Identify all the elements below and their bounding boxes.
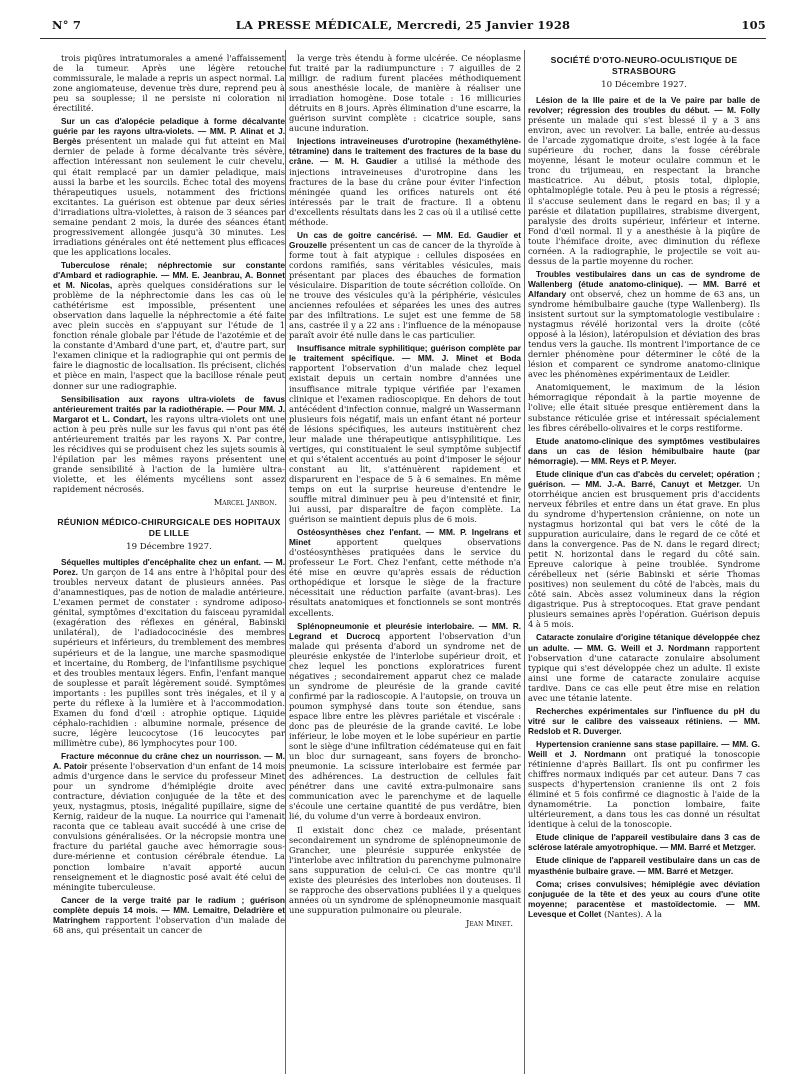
- article: [289, 527, 521, 617]
- article-heading: Recherches expérimentales sur l'influence du pH du vitré sur le calibre des vaisseaux rétiniens. — MM. Redslob et R. Duverger.: [528, 705, 760, 736]
- section-date: 19 Décembre 1927.: [126, 542, 212, 553]
- article: [53, 751, 285, 892]
- article-body: apportent l'observation d'un malade qui présenta d'abord un syndrome net de pleurésie enkystée de l'interlobe supérieur droit, et chez lequel les ponctions exploratrices furent négatives ; secondairement apparut chez ce malade un syndrome de pleurésie de la grande cavité confirmé par la radioscopie. A l'autopsie, on trouva un poumon symphysé dans toute son étendue, sans espace libre entre les plèvres pariétale et viscérale : donc pas de pleurésie de la grande cavité. Le lobe inférieur, le lobe moyen et le lobe supérieur en partie sont le siège d'une infiltration cédémateuse qui en fait un bloc dur surnageant, sans foyers de broncho-pneumonie. La scissure interlobaire est fermée par des adhérences. La destruction de cellules fait pénétrer dans une cavité extra-pulmonaire sans communication avec le parenchyme et de laquelle s'écoule une certaine quantité de pus verdâtre, bien lié, du volume d'un verre à bordeaux environ.: [289, 630, 521, 822]
- column-2: [289, 53, 521, 1073]
- column-1: [53, 53, 285, 1073]
- article-heading: Séquelles multiples d'encéphalite chez un enfant. — M. Porez.: [53, 557, 285, 578]
- article-heading: Un cas de goitre cancérisé. — MM. Ed. Gaudier et Grouzelle: [289, 229, 521, 250]
- article-heading: Injections intraveineuses d'urotropine (hexaméthylène-tétramine) dans le traitement des fractures de la base du crâne. — M. H. Gaudier: [289, 136, 521, 167]
- article-body: apportent quelques observations d'ostéosynthèses pratiquées dans le service du professeur Le Fort. Chez l'enfant, cette méthode n'a été mise en œuvre qu'après essais de réduction orthopédique et lorsque le siège de la fracture nécessitait une réduction parfaite (avant-bras). Les résultats anatomiques et fonctionnels se sont montrés excellents.: [289, 537, 521, 618]
- journal-title: LA PRESSE MÉDICALE, Mercredi, 25 Janvier 1928: [235, 18, 571, 32]
- article-body: rapportent l'observation d'un malade de 68 ans, qui présentait un cancer de: [53, 914, 285, 935]
- article: [528, 855, 760, 875]
- section-title: SOCIÉTÉ D'OTO-NEURO-OCULISTIQUE DE STRASBOURG: [550, 55, 738, 76]
- article-heading: Troubles vestibulaires dans un cas de syndrome de Wallenberg (étude anatomo-clinique). — MM. Barré et Alfandary: [528, 268, 760, 299]
- article-body: (Nantes). A la: [603, 908, 662, 919]
- page-number: 105: [741, 18, 766, 32]
- article-body: ont pratiqué la tonoscopie rétinienne d'après Baillart. Ils ont pu confirmer les chiffres normaux indiqués par cet auteur. Dans 7 cas suspects d'hypertension cranienne ils ont 2 fois éliminé et 5 fois confirmé ce diagnostic à l'aide de la dynamométrie. La ponction lombaire, faite ultérieurement, a dans tous les cas donné un résultat identique à celui de la tonoscopie.: [528, 749, 760, 830]
- article-heading: Etude clinique d'un cas d'abcès du cervelet; opération ; guérison. — MM. J.-A. Barré, Canuyt et Metzger.: [528, 468, 760, 489]
- article: [528, 269, 760, 380]
- paragraph: Il existait donc chez ce malade, présentant secondairement un syndrome de splénopneumonie de Grancher, une pleurésie suppurée enkystée de l'interlobe avec infiltration du parenchyme pulmonaire sans suppuration de celui-ci. Ce cas montre qu'il existe des pleurésies des interlobes non douteuses. Il se rapproche des observations publiées il y a quelques années où un syndrome de splénopneumonie masquait une suppuration pulmonaire ou pleurale.: [289, 824, 521, 915]
- article: [528, 739, 760, 829]
- article-heading: Cancer de la verge traité par le radium ; guérison complète depuis 14 mois. — MM. Lemaitre, Deladrière et Matringhem: [53, 894, 285, 925]
- article-heading: Fracture méconnue du crâne chez un nourrisson. — M. A. Patoir: [53, 751, 285, 772]
- article-body: après quelques considérations sur le problème de la néphrectomie dans les cas où le cathétérisme est impossible, présentent une observation dans laquelle la néphrectomie a été faite avec plein succès en s'appuyant sur l'étude de 1 fonction rénale globale par l'étude de l'azotémie et de la constante d'Ambard d'une part, et, d'autre part, sur l'examen clinique et la radiographie qui ont permis de faire le diagnostic de localisation. Ils précisent, clichés et pièce en main, l'aspect que la bacillose rénale peut donner sur une radiographie.: [53, 280, 285, 391]
- article: [289, 621, 521, 822]
- article: [53, 116, 285, 257]
- article: [528, 95, 760, 266]
- section-date: 10 Décembre 1927.: [601, 80, 687, 90]
- article: [528, 706, 760, 736]
- article: [53, 394, 285, 494]
- article: [289, 136, 521, 226]
- article-body: présente l'observation d'un enfant de 14 mois admis d'urgence dans le service du professeur Minet pour un syndrome d'hémiplégie droite avec contracture, déviation conjuguée de la tête et des yeux, nystagmus, ptosis, inégalité pupillaire, signe de Kernig, raideur de la nuque. La nourrice qui l'amenait raconta que ce tableau avait succédé à une crise de convulsions généralisées. Or la nécropsie montra une fracture du pariétal gauche avec hémorragie sous-dure-mérienne et contusion cérébrale étendue. La ponction lombaire n'avait apporté aucun renseignement et le diagnostic posé avait été celui de méningite tuberculeuse.: [53, 761, 285, 892]
- article-heading: Etude anatomo-clinique des symptômes vestibulaires dans un cas de lésion hémibulbaire haute (par hémorragie). — MM. Reys et P. Meyer.: [528, 435, 760, 466]
- article: [53, 557, 285, 748]
- section-title: RÉUNION MÉDICO-CHIRURGICALE DES HOPITAUX DE LILLE: [57, 517, 281, 539]
- article: [528, 832, 760, 852]
- article-body: Un garçon de 14 ans entre à l'hôpital pour des troubles nerveux datant de plusieurs années. Pas d'anamnestiques, pas de notion de maladie antérieure. L'examen permet de constater : syndrome adiposo-génital, symptômes d'excitation du faisceau pyramidal (exagération des réflexes en général, Babinski unilatéral), de l'adiadococinésie des membres supérieurs et inférieurs, du tremblement des membres supérieurs et de la langue, une marche spasmodique et incertaine, du Romberg, de l'infantilisme psychique et des troubles mentaux légers. Enfin, l'enfant manque de souplesse et paraît légèrement soudé. Symptômes importants : les pupilles sont très inégales, et il y a perte du réflexe à la lumière et à l'accommodation. Examen du fond d'œil : atrophie optique. Liquide céphalo-rachidien : albumine normale, présence de sucre, légère leucocytose (16 leucocytes par millimètre cube), 86 lymphocytes pour 100.: [53, 567, 285, 748]
- article-body: a utilisé la méthode des injections intraveineuses d'urotropine dans les fractures de la base du crâne pour éviter l'infection méningée quand les orifices naturels ont été intéressés par le trait de fracture. Il a obtenu d'excellents résultats dans les 2 cas où il a utilisé cette méthode.: [289, 156, 521, 227]
- article-heading: Coma; crises convulsives; hémiplégie avec déviation conjuguée de la tête et des yeux au cours d'une otite moyenne; paracentèse et mastoïdectomie. — MM. Levesque et Collet: [528, 878, 760, 919]
- article-heading: Splénopneumonie et pleurésie interlobaire. — MM. R. Legrand et Ducrocq: [289, 620, 521, 641]
- article-body: présentent un malade qui fut atteint en Mai dernier de pelade à forme décalvante très sévère, affection intéressant non seulement le cuir chevelu, qui était remplacé par un damier peladique, mais aussi la barbe et les sourcils. Échec total des moyens thérapeutiques usuels, notamment des frictions excitantes. La guérison est obtenue par deux séries d'irradiations ultra-violettes, à raison de 3 séances par semaine pendant 2 mois, la durée des séances étant progressivement allongée jusqu'à 30 minutes. Les irradiations générales ont été nettement plus efficaces que les applications locales.: [53, 136, 285, 257]
- article-heading: Tuberculose rénale; néphrectomie sur constante d'Ambard et radiographie. — MM. E. Jeanbrau, A. Bonnet et M. Nicolas,: [53, 259, 285, 291]
- article-heading: Ostéosynthèses chez l'enfant. — MM. P. Ingelrans et Minet: [289, 527, 521, 548]
- article-body: Un otorrhéique ancien est brusquement pris d'accidents nerveux fébriles et entre dans un état grave. En plus du syndrome d'hypertension crânienne, on note un nystagmus horizontal qui bat vers le côté de la suppuration auriculaire, dans le regard de ce côté et dans la convergence. Pas de N. dans le regard direct; petit N. horizontal dans le regard du côté sain. Epreuve calorique à peine troublée. Syndrome cérébelleux net (série Babinski et série Thomas positives) non seulement du côté de l'abcès, mais du côté sain. Abcès assez volumineux dans la région digastrique. Pus à streptocoques. Etat grave pendant plusieurs semaines après l'opération. Guérison depuis 4 à 5 mois.: [528, 478, 760, 630]
- article-heading: Hypertension cranienne sans stase papillaire. — MM. G. Weill et J. Nordmann: [528, 738, 760, 759]
- column-3: [528, 53, 760, 1073]
- article: [53, 895, 285, 935]
- article-body: ont observé, chez un homme de 63 ans, un syndrome hémibulbaire gauche (type Wallenberg). Ils insistent surtout sur la symptomatologie vestibulaire : nystagmus révélé horizontal vers la droite (côté opposé à la lésion), latéropulsion et déviation des bras tendus vers la gauche. Ils montrent l'importance de ce dernier phénomène pour déterminer le côté de la lésion et comparent ce syndrome anatomo-clinique avec les phénomènes expérimentaux de Leidler.: [528, 288, 760, 380]
- article: [528, 879, 760, 919]
- paragraph: Anatomiquement, le maximum de la lésion hémorragique répondait à la partie moyenne de l'olive; elle était située presque entièrement dans la substance réticulée grise et intéressait spécialement les fibres cérébello-olivaires et le corps restiforme.: [528, 382, 760, 433]
- column-divider: [524, 50, 525, 1074]
- issue-number: N° 7: [52, 18, 82, 32]
- article-heading: Insuffisance mitrale syphilitique; guérison complète par le traitement spécifique. — MM. J. Minet et Boda: [289, 343, 521, 364]
- article-heading: Etude clinique de l'appareil vestibulaire dans un cas de myasthénie bulbaire grave. — MM. Barré et Metzger.: [528, 855, 760, 876]
- article: [289, 343, 521, 524]
- page-header: [40, 12, 766, 34]
- article-heading: Etude clinique de l'appareil vestibulaire dans 3 cas de sclérose latérale amyotrophique. — MM. Barré et Metzger.: [528, 832, 760, 853]
- signature: Jean Minet.: [465, 917, 513, 928]
- article-body: rapportent l'observation d'un malade chez lequel existait depuis un certain nombre d'années une insuffisance mitrale typique vérifiée par l'examen clinique et l'examen radioscopique. En dehors de tout antécédent d'infection connue, malgré un Wassermann plusieurs fois négatif, mais un enfant étant né porteur de lésions spécifiques, les auteurs instituèrent chez leur malade une thérapeutique antisyphilitique. Les vertiges, qui constituaient le seul symptôme subjectif et qui s'étaient accentués au point d'imposer le séjour constant au lit, s'atténuèrent rapidement et disparurent en l'espace de 5 à 6 semaines. En même temps on eut la surprise heureuse d'entendre le souffle mitral diminuer peu à peu d'intensité et finir, lui aussi, par disparaître de façon complète. La guérison se maintient depuis plus de 6 mois.: [289, 363, 521, 525]
- article: [528, 469, 760, 630]
- article: [528, 436, 760, 466]
- column-divider: [285, 50, 286, 1074]
- article: [528, 632, 760, 702]
- header-rule: [40, 38, 766, 39]
- article: [53, 260, 285, 391]
- article-body: rapportent l'observation d'une cataracte zonulaire absolument typique qui s'est développée chez un adulte. Il existe ainsi une forme de cataracte zonulaire acquise tardive. Dans ce cas elle peut être mise en relation avec une tétanie latente.: [528, 642, 760, 703]
- article-body: présentent un cas de cancer de la thyroïde à forme tout à fait atypique : cellules disposées en cordons ramifiés, sans véritables vésicules, mais présentant par places des ébauches de formation vésiculaire. Disparition de toute sécrétion colloïde. On ne trouve des vésicules qu'à la périphérie, vésicules anciennes refoulées et séparées les unes des autres par des infiltrations. Le sujet est une femme de 58 ans, castrée il y a 22 ans : l'influence de la ménopause paraît avoir été nulle dans le cas particulier.: [289, 239, 521, 341]
- article: [289, 230, 521, 341]
- paragraph: trois piqûres intratumorales a amené l'affaissement de la tumeur. Après une légère retouche commissurale, le malade a repris un aspect normal. La zone angiomateuse, devenue très dure, reprend peu à peu sa souplesse; il ne persiste ni coloration ni érectilité.: [53, 53, 285, 114]
- article-body: les rayons ultra-violets ont une action à peu près nulle sur les favus qui n'ont pas été antérieurement traités par les rayons X. Par contre, les récidives qui se produisent chez les sujets soumis à l'épilation par les mêmes rayons présentent une grande sensibilité à l'action de la lumière ultra-violette, et les éléments mycéliens sont assez rapidement nécrosés.: [53, 413, 285, 494]
- article-heading: Lésion de la IIIe paire et de la Ve paire par balle de revolver; régression des troubles du début. — M. Folly: [528, 95, 760, 116]
- article-heading: Sur un cas d'alopécie peladique à forme décalvante guérie par les rayons ultra-violets. — MM. P. Alinat et J. Bergès: [53, 116, 285, 147]
- article-heading: Sensibilisation aux rayons ultra-violets de favus antérieurement traités par la radiothérapie. — Pour MM. J. Margarot et L. Condart,: [53, 393, 285, 424]
- article-heading: Cataracte zonulaire d'origine tétanique développée chez un adulte. — MM. G. Weill et J. Nordmann: [528, 632, 760, 653]
- paragraph: la verge très étendu à forme ulcérée. Ce néoplasme fut traité par la radiumpuncture : 7 aiguilles de 2 milligr. de radium furent placées méthodiquement sous anesthésie locale, de manière à réaliser une irradiation homogène. Dose totale : 16 millicuries détruits en 8 jours. Après élimination d'une escarre, la guérison survint complète : cicatrice souple, sans aucune induration.: [289, 53, 521, 134]
- signature: Marcel Janbon.: [213, 497, 277, 508]
- article-body: présente un malade qui s'est blessé il y a 3 ans environ, avec un revolver. La balle, entrée au-dessus de l'arcade zygomatique droite, s'est logée à la face supérieure du rocher, dans la fosse cérébrale moyenne, lésant le moteur oculaire commun et le tronc du trijumeau, en respectant la branche masticatrice. Au début, ptosis total, diplopie, ophtalmoplégie totale. Peu à peu le ptosis a régressé; il s'accuse seulement dans le regard en bas; il y a parésie et dilatation pupillaires, strabisme divergent, paralysie des droits supérieur, inférieur et interne. Fond d'œil normal. Il y a anesthésie à la piqûre de toute l'hémiface droite, avec diminution du réflexe cornéen. A la radiographie, le projectile se voit au-dessus de la partie moyenne du rocher.: [528, 115, 760, 266]
